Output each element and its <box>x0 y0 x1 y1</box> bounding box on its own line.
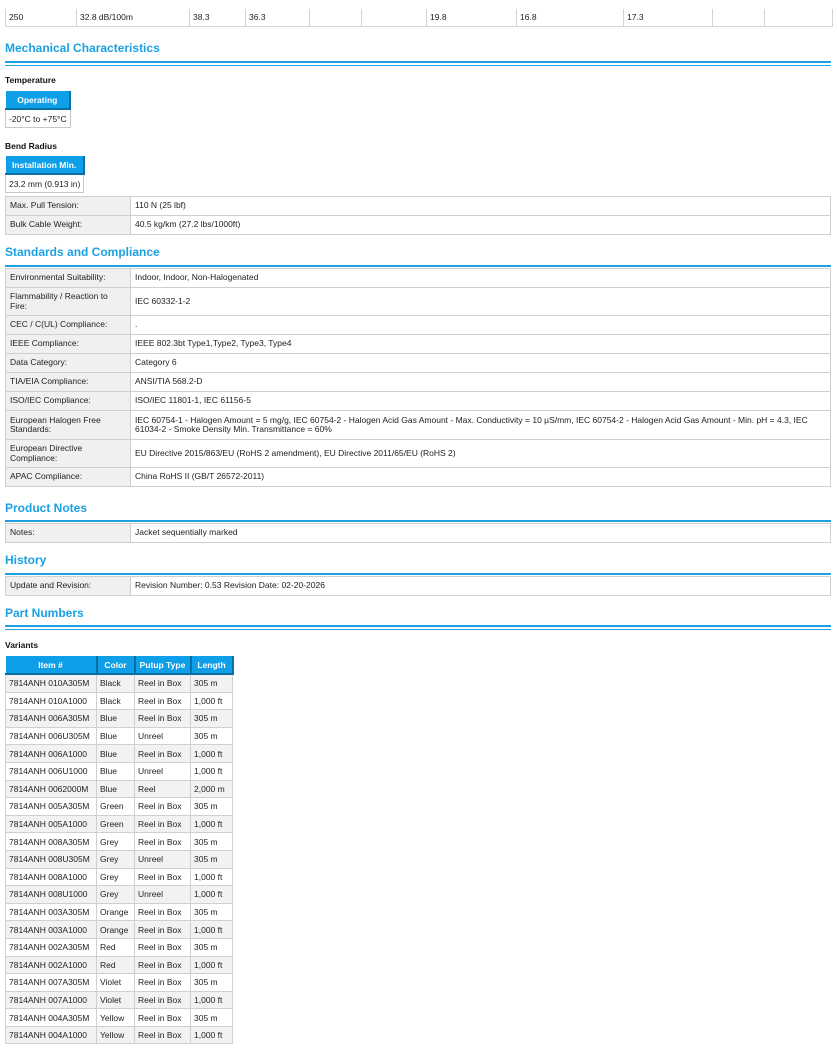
putup-type-cell: Unreel <box>135 850 191 868</box>
length-cell: 305 m <box>191 798 233 816</box>
length-cell: 2,000 m <box>191 780 233 798</box>
item-number-cell: 7814ANH 003A1000 <box>6 921 97 939</box>
row-key: Notes: <box>6 524 131 543</box>
item-number-cell: 7814ANH 008A305M <box>6 833 97 851</box>
item-number-cell: 7814ANH 004A305M <box>6 1009 97 1027</box>
table-row <box>6 903 233 921</box>
section-divider <box>5 61 831 66</box>
row-value: 110 N (25 lbf) <box>131 197 831 216</box>
table-cell <box>712 9 764 26</box>
color-cell: Grey <box>97 868 135 886</box>
length-cell: 305 m <box>191 1009 233 1027</box>
table-row <box>6 745 233 763</box>
putup-type-cell: Reel in Box <box>135 745 191 763</box>
putup-type-cell: Reel in Box <box>135 1026 191 1044</box>
temperature-header: Operating <box>6 91 71 109</box>
color-cell: Red <box>97 956 135 974</box>
table-cell: 36.3 <box>245 9 309 26</box>
row-key: APAC Compliance: <box>6 468 131 487</box>
row-value: EU Directive 2015/863/EU (RoHS 2 amendment), EU Directive 2011/65/EU (RoHS 2) <box>131 440 831 468</box>
bend-radius-header: Installation Min. <box>6 156 84 174</box>
item-number-cell: 7814ANH 008U305M <box>6 850 97 868</box>
row-value: Indoor, Indoor, Non-Halogenated <box>131 269 831 288</box>
row-value: China RoHS II (GB/T 26572-2011) <box>131 468 831 487</box>
temperature-value: -20°C to +75°C <box>6 109 71 128</box>
table-row <box>6 373 831 392</box>
item-number-cell: 7814ANH 004A1000 <box>6 1026 97 1044</box>
table-row <box>6 335 831 354</box>
putup-type-cell: Reel in Box <box>135 833 191 851</box>
length-cell: 1,000 ft <box>191 745 233 763</box>
section-divider <box>5 625 831 630</box>
table-row <box>6 1026 233 1044</box>
table-row <box>6 780 233 798</box>
item-number-cell: 7814ANH 005A305M <box>6 798 97 816</box>
variants-table <box>5 656 234 1044</box>
table-row <box>6 269 831 288</box>
item-number-cell: 7814ANH 008U1000 <box>6 886 97 904</box>
row-key: Flammability / Reaction to Fire: <box>6 288 131 316</box>
color-cell: Blue <box>97 762 135 780</box>
item-number-cell: 7814ANH 008A1000 <box>6 868 97 886</box>
bend-radius-label: Bend Radius <box>5 141 57 151</box>
section-title-part-numbers: Part Numbers <box>5 606 84 620</box>
item-number-cell: 7814ANH 006U305M <box>6 727 97 745</box>
bend-radius-table <box>5 156 85 193</box>
table-row <box>6 938 233 956</box>
putup-type-cell: Reel in Box <box>135 991 191 1009</box>
color-cell: Black <box>97 674 135 692</box>
table-row <box>6 316 831 335</box>
table-row <box>6 886 233 904</box>
putup-type-cell: Reel in Box <box>135 692 191 710</box>
item-number-cell: 7814ANH 007A305M <box>6 974 97 992</box>
putup-type-cell: Reel <box>135 780 191 798</box>
row-key: IEEE Compliance: <box>6 335 131 354</box>
item-number-cell: 7814ANH 007A1000 <box>6 991 97 1009</box>
putup-type-cell: Reel in Box <box>135 710 191 728</box>
putup-type-cell: Reel in Box <box>135 798 191 816</box>
table-row <box>6 392 831 411</box>
putup-type-cell: Reel in Box <box>135 868 191 886</box>
table-cell: 16.8 <box>516 9 623 26</box>
length-cell: 1,000 ft <box>191 692 233 710</box>
row-value: ISO/IEC 11801-1, IEC 61156-5 <box>131 392 831 411</box>
item-number-cell: 7814ANH 006A305M <box>6 710 97 728</box>
table-row <box>6 354 831 373</box>
color-cell: Violet <box>97 974 135 992</box>
length-cell: 305 m <box>191 674 233 692</box>
bend-radius-value: 23.2 mm (0.913 in) <box>6 174 84 193</box>
length-cell: 305 m <box>191 903 233 921</box>
product-notes-table <box>5 523 831 543</box>
color-cell: Blue <box>97 780 135 798</box>
column-header-item: Item # <box>6 656 97 674</box>
putup-type-cell: Unreel <box>135 762 191 780</box>
color-cell: Red <box>97 938 135 956</box>
table-row <box>6 288 831 316</box>
row-key: TIA/EIA Compliance: <box>6 373 131 392</box>
row-key: ISO/IEC Compliance: <box>6 392 131 411</box>
row-key: Bulk Cable Weight: <box>6 216 131 235</box>
table-row <box>6 197 831 216</box>
table-row <box>6 468 831 487</box>
table-row <box>6 674 233 692</box>
table-cell: 32.8 dB/100m <box>76 9 189 26</box>
length-cell: 305 m <box>191 974 233 992</box>
row-value: Jacket sequentially marked <box>131 524 831 543</box>
length-cell: 1,000 ft <box>191 921 233 939</box>
putup-type-cell: Reel in Box <box>135 1009 191 1027</box>
putup-type-cell: Unreel <box>135 886 191 904</box>
length-cell: 305 m <box>191 727 233 745</box>
putup-type-cell: Reel in Box <box>135 938 191 956</box>
item-number-cell: 7814ANH 0062000M <box>6 780 97 798</box>
color-cell: Grey <box>97 833 135 851</box>
row-value: IEC 60754-1 - Halogen Amount = 5 mg/g, IEC 60754-2 - Halogen Acid Gas Amount - Max. Conductivity = 10 µS/mm, IEC 60754-2 - Halogen Acid Gas Amount - Min. pH = 4.3, IEC 61034-2 - Smoke Density Min. Transmittance = 60% <box>131 411 831 440</box>
section-title-standards: Standards and Compliance <box>5 245 160 259</box>
table-cell: 38.3 <box>189 9 245 26</box>
item-number-cell: 7814ANH 006A1000 <box>6 745 97 763</box>
color-cell: Blue <box>97 710 135 728</box>
length-cell: 1,000 ft <box>191 1026 233 1044</box>
length-cell: 305 m <box>191 833 233 851</box>
length-cell: 1,000 ft <box>191 991 233 1009</box>
temperature-table <box>5 91 71 128</box>
table-row <box>6 524 831 543</box>
table-row <box>6 798 233 816</box>
item-number-cell: 7814ANH 010A305M <box>6 674 97 692</box>
row-value: Category 6 <box>131 354 831 373</box>
item-number-cell: 7814ANH 002A1000 <box>6 956 97 974</box>
row-value: . <box>131 316 831 335</box>
putup-type-cell: Reel in Box <box>135 956 191 974</box>
table-row <box>6 692 233 710</box>
row-key: Data Category: <box>6 354 131 373</box>
putup-type-cell: Reel in Box <box>135 921 191 939</box>
length-cell: 305 m <box>191 938 233 956</box>
table-row <box>6 850 233 868</box>
row-key: European Halogen Free Standards: <box>6 411 131 440</box>
row-value: Revision Number: 0.53 Revision Date: 02-20-2026 <box>131 577 831 596</box>
table-row <box>6 956 233 974</box>
color-cell: Orange <box>97 921 135 939</box>
color-cell: Yellow <box>97 1026 135 1044</box>
length-cell: 1,000 ft <box>191 815 233 833</box>
row-value: ANSI/TIA 568.2-D <box>131 373 831 392</box>
row-key: European Directive Compliance: <box>6 440 131 468</box>
section-title-mechanical: Mechanical Characteristics <box>5 41 160 55</box>
row-key: Max. Pull Tension: <box>6 197 131 216</box>
column-header-putup-type: Putup Type <box>135 656 191 674</box>
putup-type-cell: Reel in Box <box>135 815 191 833</box>
item-number-cell: 7814ANH 005A1000 <box>6 815 97 833</box>
row-key: Update and Revision: <box>6 577 131 596</box>
color-cell: Yellow <box>97 1009 135 1027</box>
history-table <box>5 576 831 596</box>
row-value: 40.5 kg/km (27.2 lbs/1000ft) <box>131 216 831 235</box>
table-row <box>6 921 233 939</box>
color-cell: Violet <box>97 991 135 1009</box>
row-value: IEEE 802.3bt Type1,Type2, Type3, Type4 <box>131 335 831 354</box>
item-number-cell: 7814ANH 003A305M <box>6 903 97 921</box>
column-header-length: Length <box>191 656 233 674</box>
color-cell: Blue <box>97 727 135 745</box>
length-cell: 1,000 ft <box>191 956 233 974</box>
table-row <box>6 727 233 745</box>
color-cell: Grey <box>97 850 135 868</box>
putup-type-cell: Reel in Box <box>135 674 191 692</box>
length-cell: 305 m <box>191 850 233 868</box>
attenuation-table-last-row <box>5 9 833 27</box>
color-cell: Blue <box>97 745 135 763</box>
table-row <box>6 1009 233 1027</box>
table-row <box>6 815 233 833</box>
table-cell <box>764 9 832 26</box>
mechanical-table <box>5 196 831 235</box>
table-cell <box>361 9 426 26</box>
item-number-cell: 7814ANH 010A1000 <box>6 692 97 710</box>
color-cell: Green <box>97 798 135 816</box>
color-cell: Black <box>97 692 135 710</box>
length-cell: 1,000 ft <box>191 886 233 904</box>
row-key: CEC / C(UL) Compliance: <box>6 316 131 335</box>
table-cell <box>309 9 361 26</box>
column-header-color: Color <box>97 656 135 674</box>
table-row <box>6 411 831 440</box>
table-row <box>6 868 233 886</box>
table-cell: 17.3 <box>623 9 712 26</box>
table-cell: 250 <box>9 12 24 22</box>
table-row <box>6 577 831 596</box>
item-number-cell: 7814ANH 006U1000 <box>6 762 97 780</box>
table-row <box>6 974 233 992</box>
table-row <box>6 762 233 780</box>
row-key: Environmental Suitability: <box>6 269 131 288</box>
table-row <box>6 833 233 851</box>
putup-type-cell: Reel in Box <box>135 903 191 921</box>
table-row <box>6 216 831 235</box>
table-row <box>6 991 233 1009</box>
table-cell: 19.8 <box>426 9 516 26</box>
row-value: IEC 60332-1-2 <box>131 288 831 316</box>
temperature-label: Temperature <box>5 75 56 85</box>
color-cell: Green <box>97 815 135 833</box>
length-cell: 1,000 ft <box>191 762 233 780</box>
section-title-history: History <box>5 553 47 567</box>
length-cell: 1,000 ft <box>191 868 233 886</box>
variants-header-row <box>6 656 233 674</box>
putup-type-cell: Unreel <box>135 727 191 745</box>
color-cell: Grey <box>97 886 135 904</box>
item-number-cell: 7814ANH 002A305M <box>6 938 97 956</box>
color-cell: Orange <box>97 903 135 921</box>
table-row <box>6 440 831 468</box>
putup-type-cell: Reel in Box <box>135 974 191 992</box>
standards-table <box>5 268 831 487</box>
variants-label: Variants <box>5 640 39 650</box>
length-cell: 305 m <box>191 710 233 728</box>
section-title-product-notes: Product Notes <box>5 501 88 515</box>
table-row <box>6 710 233 728</box>
